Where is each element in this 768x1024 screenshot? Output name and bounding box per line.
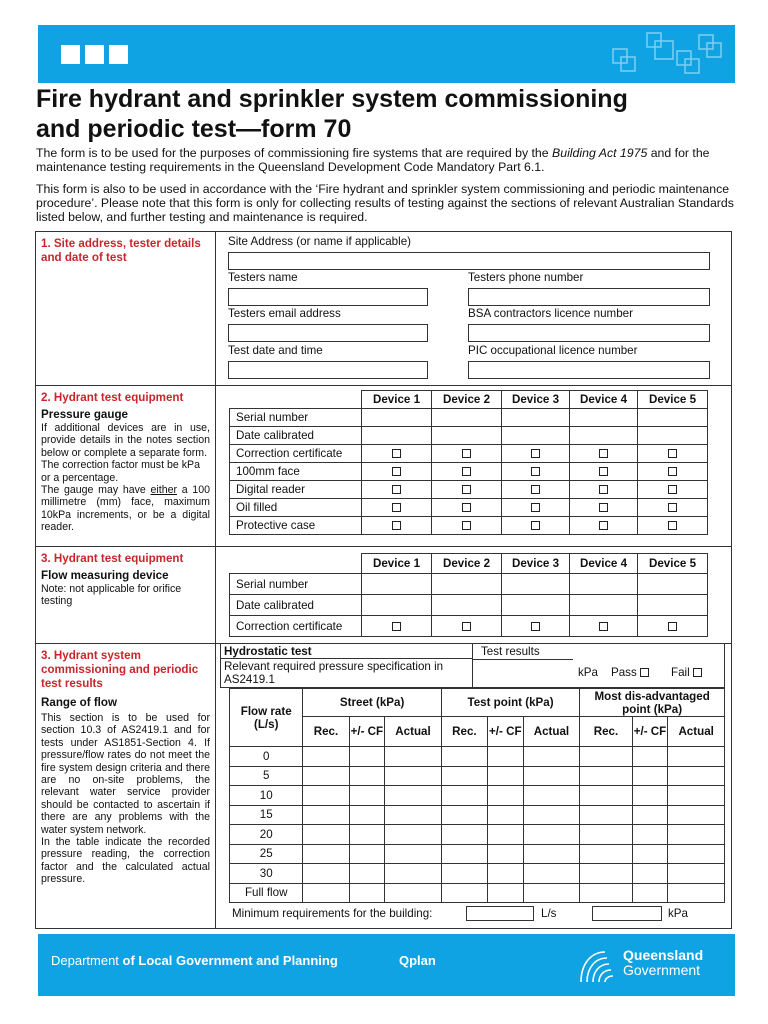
- date-cell[interactable]: [638, 595, 708, 616]
- serial-cell[interactable]: [570, 409, 638, 427]
- row-label: Oil filled: [230, 499, 362, 517]
- serial-cell[interactable]: [570, 574, 638, 595]
- department-name: Department of Local Government and Planning: [51, 953, 338, 968]
- table-row: [230, 409, 708, 427]
- table-row: [230, 883, 725, 903]
- section-title: 2. Hydrant test equipment: [41, 391, 184, 404]
- table-row: [230, 481, 708, 499]
- flow-rate-cell: 5: [230, 766, 303, 786]
- device-header: Device 4: [570, 391, 638, 409]
- queensland-government-wordmark: Queensland Government: [623, 947, 704, 978]
- logo-square-2: [85, 45, 104, 64]
- date-cell[interactable]: [638, 427, 708, 445]
- table-row: [230, 747, 725, 767]
- table-row: [230, 517, 708, 535]
- header-banner: [38, 25, 735, 83]
- pic-licence-field[interactable]: [468, 361, 710, 379]
- grid-pattern-icon: [607, 31, 727, 81]
- serial-cell[interactable]: [638, 574, 708, 595]
- intro-paragraph-1: The form is to be used for the purposes of commissioning fire systems that are required by the Building Act 1975 and for the maintenance testing requirements in the Queensland Development Code Mandatory Part 6.1.: [36, 146, 710, 174]
- test-date-field[interactable]: [228, 361, 428, 379]
- spec-label: Relevant required pressure specification in AS2419.1: [221, 659, 473, 687]
- actual-header: Actual: [385, 717, 442, 747]
- bsa-licence-label: BSA contractors licence number: [468, 307, 633, 320]
- queensland-crest-icon: [575, 946, 625, 988]
- checkbox[interactable]: [392, 485, 401, 494]
- checkbox[interactable]: [462, 467, 471, 476]
- checkbox[interactable]: [668, 503, 677, 512]
- hydrostatic-box: [220, 644, 725, 688]
- logo-square-1: [61, 45, 80, 64]
- row-label: Date calibrated: [230, 595, 362, 616]
- min-flow-field[interactable]: [466, 906, 534, 921]
- section-title: 1. Site address, tester details and date of test: [41, 237, 201, 264]
- checkbox[interactable]: [599, 449, 608, 458]
- checkbox[interactable]: [668, 521, 677, 530]
- date-cell[interactable]: [432, 595, 502, 616]
- serial-cell[interactable]: [362, 409, 432, 427]
- spec-value-field[interactable]: [473, 659, 573, 687]
- commissioning-form: [35, 231, 732, 929]
- checkbox[interactable]: [392, 503, 401, 512]
- table-row: [230, 805, 725, 825]
- testers-phone-label: Testers phone number: [468, 271, 584, 284]
- checkbox[interactable]: [462, 485, 471, 494]
- checkbox[interactable]: [392, 467, 401, 476]
- flow-rate-cell: 0: [230, 747, 303, 767]
- device-header: Device 2: [432, 391, 502, 409]
- flow-rate-cell: 10: [230, 786, 303, 806]
- device-header: Device 1: [362, 391, 432, 409]
- site-address-label: Site Address (or name if applicable): [228, 235, 412, 248]
- table-row: [230, 864, 725, 884]
- checkbox[interactable]: [531, 503, 540, 512]
- date-cell[interactable]: [362, 595, 432, 616]
- checkbox[interactable]: [462, 521, 471, 530]
- serial-cell[interactable]: [502, 574, 570, 595]
- checkbox[interactable]: [531, 521, 540, 530]
- section-note: In the table indicate the recorded pressure reading, the correction factor and the calculated actual pressure.: [41, 836, 210, 886]
- row-label: 100mm face: [230, 463, 362, 481]
- hydrostatic-label: Hydrostatic test: [221, 644, 473, 659]
- cf-header: +/- CF: [632, 717, 668, 747]
- serial-cell[interactable]: [638, 409, 708, 427]
- section-pressure-gauge: [36, 386, 731, 547]
- section-site-details: [36, 232, 731, 386]
- checkbox[interactable]: [392, 449, 401, 458]
- section-test-results: [36, 644, 731, 928]
- device-header: Device 5: [638, 391, 708, 409]
- test-point-header: Test point (kPa): [441, 689, 579, 717]
- page-title: Fire hydrant and sprinkler system commissioning and periodic test—form 70: [36, 85, 628, 143]
- device-header: Device 2: [432, 554, 502, 574]
- flow-device-table: [229, 553, 708, 637]
- qplan-label: Qplan: [399, 953, 436, 968]
- pic-licence-label: PIC occupational licence number: [468, 344, 638, 357]
- row-label: Protective case: [230, 517, 362, 535]
- serial-cell[interactable]: [432, 574, 502, 595]
- rec-header: Rec.: [580, 717, 632, 747]
- pass-checkbox[interactable]: [640, 668, 649, 677]
- checkbox[interactable]: [599, 521, 608, 530]
- table-row: [230, 825, 725, 845]
- kpa-label: kPa: [578, 666, 598, 679]
- row-label: Serial number: [230, 574, 362, 595]
- checkbox[interactable]: [668, 622, 677, 631]
- min-pressure-field[interactable]: [592, 906, 662, 921]
- checkbox[interactable]: [599, 485, 608, 494]
- table-row: [230, 499, 708, 517]
- section-note: Note: not applicable for orifice testing: [41, 583, 182, 608]
- section-subtitle: Flow measuring device: [41, 569, 169, 582]
- section-title: 3. Hydrant system commissioning and periodic test results: [41, 649, 199, 690]
- section-title: 3. Hydrant test equipment: [41, 552, 184, 565]
- table-row: [230, 766, 725, 786]
- serial-cell[interactable]: [432, 409, 502, 427]
- flow-results-table: [229, 688, 725, 903]
- table-row: [230, 595, 708, 616]
- checkbox[interactable]: [599, 467, 608, 476]
- flow-rate-cell: Full flow: [230, 883, 303, 903]
- kpa-label: kPa: [668, 907, 688, 920]
- checkbox[interactable]: [599, 503, 608, 512]
- flow-rate-header: Flow rate (L/s): [230, 689, 303, 747]
- test-date-label: Test date and time: [228, 344, 323, 357]
- serial-cell[interactable]: [362, 574, 432, 595]
- serial-cell[interactable]: [502, 409, 570, 427]
- testers-email-field[interactable]: [228, 324, 428, 342]
- flow-rate-cell: 25: [230, 844, 303, 864]
- device-header: Device 3: [502, 554, 570, 574]
- cf-header: +/- CF: [487, 717, 523, 747]
- table-row: [230, 463, 708, 481]
- checkbox[interactable]: [531, 467, 540, 476]
- rec-header: Rec.: [441, 717, 487, 747]
- footer-banner: [38, 934, 735, 996]
- flow-rate-cell: 15: [230, 805, 303, 825]
- street-header: Street (kPa): [303, 689, 441, 717]
- checkbox[interactable]: [392, 622, 401, 631]
- section-note: The correction factor must be kPa or a percentage.: [41, 459, 200, 484]
- intro-paragraph-2: This form is also to be used in accordance with the ‘Fire hydrant and sprinkler system commissioning and periodic maintenance procedure’. Please note that this form is only for collecting results of testing against the sections of relevant Australian Standards listed below, and further testing and maintenance is required.: [36, 182, 734, 224]
- date-cell[interactable]: [502, 427, 570, 445]
- section-note: The gauge may have either a 100 millimetre (mm) face, maximum 10kPa increments, or be a digital reader.: [41, 484, 210, 534]
- checkbox[interactable]: [531, 485, 540, 494]
- row-label: Digital reader: [230, 481, 362, 499]
- testers-name-field[interactable]: [228, 288, 428, 306]
- testers-phone-field[interactable]: [468, 288, 710, 306]
- section-flow-device: [36, 547, 731, 644]
- testers-name-label: Testers name: [228, 271, 298, 284]
- device-header: Device 4: [570, 554, 638, 574]
- section-subtitle: Pressure gauge: [41, 408, 128, 421]
- site-address-field[interactable]: [228, 252, 710, 270]
- date-cell[interactable]: [570, 427, 638, 445]
- checkbox[interactable]: [462, 503, 471, 512]
- checkbox[interactable]: [599, 622, 608, 631]
- cf-header: +/- CF: [349, 717, 385, 747]
- fail-option[interactable]: Fail: [671, 666, 702, 679]
- checkbox[interactable]: [668, 449, 677, 458]
- device-header: Device 1: [362, 554, 432, 574]
- date-cell[interactable]: [362, 427, 432, 445]
- test-results-label: Test results: [481, 645, 540, 658]
- table-row: [230, 445, 708, 463]
- row-label: Correction certificate: [230, 445, 362, 463]
- device-header: Device 5: [638, 554, 708, 574]
- logo-square-3: [109, 45, 128, 64]
- bsa-licence-field[interactable]: [468, 324, 710, 342]
- fail-checkbox[interactable]: [693, 668, 702, 677]
- date-cell[interactable]: [502, 595, 570, 616]
- testers-email-label: Testers email address: [228, 307, 341, 320]
- date-cell[interactable]: [570, 595, 638, 616]
- table-row: [230, 786, 725, 806]
- actual-header: Actual: [668, 717, 725, 747]
- checkbox[interactable]: [531, 449, 540, 458]
- row-label: Date calibrated: [230, 427, 362, 445]
- checkbox[interactable]: [668, 485, 677, 494]
- pressure-gauge-table: [229, 390, 708, 535]
- section-subtitle: Range of flow: [41, 696, 117, 709]
- checkbox[interactable]: [462, 622, 471, 631]
- table-row: [230, 574, 708, 595]
- table-row: [230, 844, 725, 864]
- min-req-label: Minimum requirements for the building:: [232, 907, 433, 920]
- row-label: Correction certificate: [230, 616, 362, 637]
- rec-header: Rec.: [303, 717, 349, 747]
- section-note: This section is to be used for section 10.3 of AS2419.1 and for tests under AS1851-Section 4. If pressure/flow rates do not meet the fire system design criteria and there are no on-site problems, the relevant water service provider should be contacted to ascertain if there are any problems with the water system network.: [41, 712, 210, 836]
- checkbox[interactable]: [668, 467, 677, 476]
- table-row: [230, 427, 708, 445]
- checkbox[interactable]: [531, 622, 540, 631]
- actual-header: Actual: [523, 717, 580, 747]
- pass-option[interactable]: Pass: [611, 666, 649, 679]
- section-note: If additional devices are in use, provide details in the notes section below or complete a separate form.: [41, 422, 210, 459]
- row-label: Serial number: [230, 409, 362, 427]
- device-header: Device 3: [502, 391, 570, 409]
- table-row: [230, 616, 708, 637]
- flow-rate-cell: 20: [230, 825, 303, 845]
- checkbox[interactable]: [392, 521, 401, 530]
- most-disadvantaged-header: Most dis-advantaged point (kPa): [580, 689, 725, 717]
- date-cell[interactable]: [432, 427, 502, 445]
- checkbox[interactable]: [462, 449, 471, 458]
- flow-rate-cell: 30: [230, 864, 303, 884]
- ls-label: L/s: [541, 907, 557, 920]
